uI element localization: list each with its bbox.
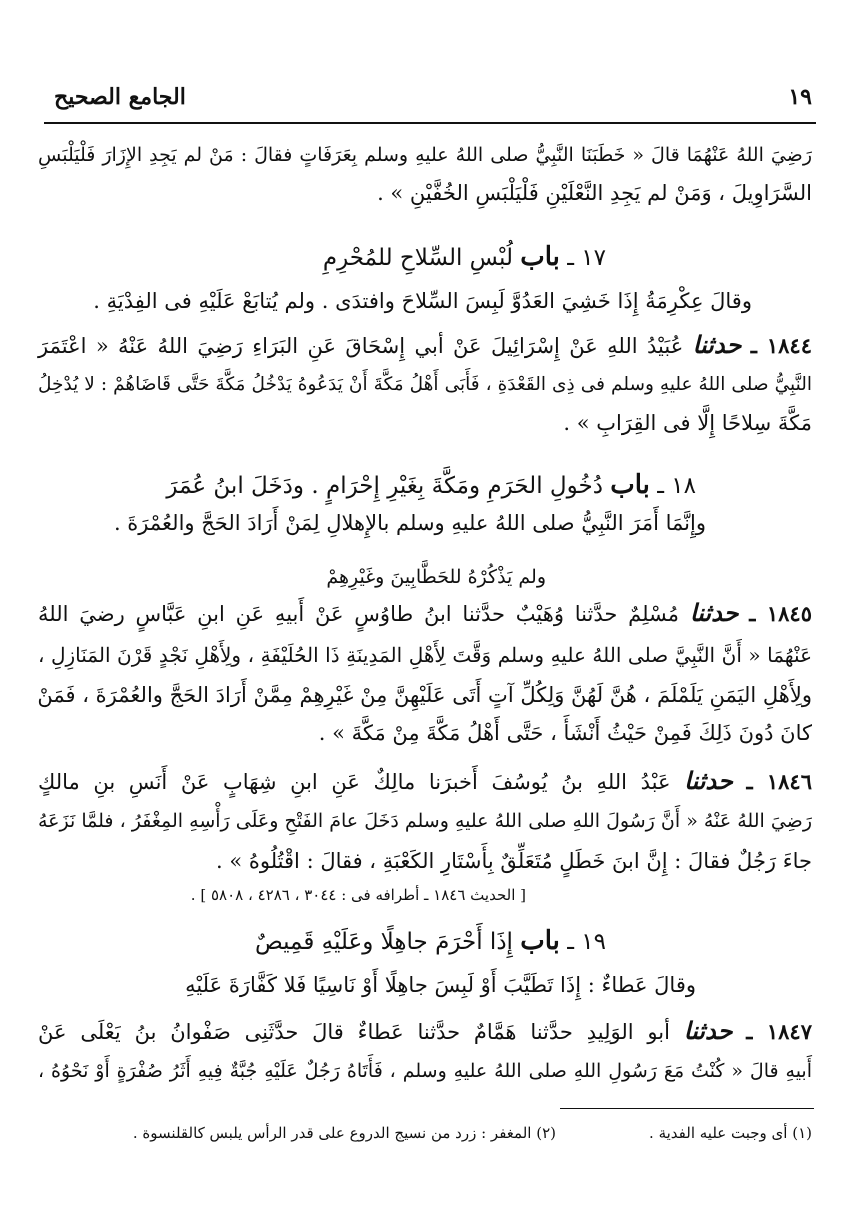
chapter-number: ١٧ ـ <box>567 245 606 271</box>
chapter-subtext: وقالَ عَطاءٌ : إِذَا تَطَيَّبَ أَوْ لَبِسَ جاهِلًا أَوْ نَاسِيًا فَلا كَفَّارَةَ عَلَيْهِ <box>185 973 696 997</box>
chapter-subtext: وإِنَّمَا أَمَرَ النَّبِيُّ صلى اللهُ عليهِ وسلم بالإِهلالِ لِمَنْ أَرَادَ الحَجَّ والعُمْرَةَ . <box>113 511 706 535</box>
hadith-text: مُسْلِمٌ حدَّثنا وُهَيْبٌ حدَّثنا ابنُ طاوُسٍ عَنْ أَبيهِ عَنِ ابنِ عَبَّاسٍ رضيَ اللهُ <box>38 602 680 626</box>
running-title: الجامع الصحيح <box>54 84 186 110</box>
haddathana-keyword: حدثنا <box>689 598 739 627</box>
hadith-text: أبو الوَلِيدِ حدَّثنا هَمَّامٌ حدَّثنا عَطاءٌ قالَ حدَّثَنِى صَفْوانُ بنُ يَعْلَى عَنْ <box>38 1020 670 1044</box>
text-line: ولِأَهْلِ اليَمَنِ يَلَمْلَمَ ، هُنَّ لَهُنَّ وَلِكُلِّ آتٍ أَتَى عَلَيْهِنَّ مِنْ غَيْرِهِمْ مِمَّنْ أَرَادَ الحَجَّ والعُمْرَةَ ، فَمَنْ <box>37 683 812 707</box>
hadith-number: ١٨٤٧ ـ <box>746 1019 812 1044</box>
hadith-number: ١٨٤٦ ـ <box>746 769 812 794</box>
hadith-cross-reference: [ الحديث ١٨٤٦ ـ أطرافه فى : ٣٠٤٤ ، ٤٢٨٦ ، ٥٨٠٨ ] . <box>190 886 526 904</box>
text-line: كانَ دُونَ ذَلِكَ فَمِنْ حَيْثُ أَنْشَأَ ، حَتَّى أَهْلُ مَكَّةَ مِنْ مَكَّةَ » . <box>318 721 812 745</box>
hadith-1847 <box>38 1016 812 1047</box>
chapter-title: دُخُولِ الحَرَمِ ومَكَّةَ بِغَيْرِ إِحْرَامٍ . ودَخَلَ ابنُ عُمَرَ <box>166 473 603 499</box>
chapter-keyword: باب <box>610 470 650 500</box>
hadith-text: عُبَيْدُ اللهِ عَنْ إِسْرَائِيلَ عَنْ أبي إِسْحَاقَ عَنِ البَرَاءِ رَضِيَ اللهُ عَنْهُ « اعْتَمَرَ <box>38 334 684 358</box>
chapter-subtext: ولم يَذْكُرْهُ للحَطَّابِينَ وغَيْرِهِمْ <box>326 566 546 588</box>
hadith-1844 <box>38 330 812 361</box>
hadith-number: ١٨٤٥ ـ <box>749 601 812 626</box>
footnote-1: (١) أى وجبت عليه الفدية . <box>649 1124 812 1142</box>
text-line: وقالَ عِكْرِمَةُ إِذَا خَشِيَ العَدُوَّ لَبِسَ السِّلاحَ وافتدَى . ولم يُتابَعْ عَلَيْهِ فى الفِدْيَةِ . <box>93 289 752 313</box>
text-line: جاءَ رَجُلٌ فقالَ : إِنَّ ابنَ خَطَلٍ مُتَعَلِّقٌ بِأَسْتَارِ الكَعْبَةِ ، فقالَ : اقْتُلُوهُ » . <box>216 849 812 873</box>
chapter-keyword: باب <box>520 242 560 272</box>
haddathana-keyword: حدثنا <box>684 766 733 795</box>
text-line: مَكَّةَ سِلاحًا إِلَّا فى القِرَابِ » . <box>563 411 812 435</box>
chapter-title: إِذَا أَحْرَمَ جاهِلًا وعَلَيْهِ قَمِيصٌ <box>254 929 513 955</box>
text-line: أَبيهِ قالَ « كُنْتُ مَعَ رَسُولِ اللهِ صلى اللهُ عليهِ وسلم ، فَأَتَاهُ رَجُلٌ عَلَيْهِ جُبَّةٌ فِيهِ أَثَرُ صُفْرَةٍ أَوْ نَحْوُهُ ، <box>38 1060 812 1082</box>
chapter-heading-17 <box>323 242 606 273</box>
text-line: رَضِيَ اللهُ عَنْهُمَا قالَ « خَطَبَنَا النَّبِيُّ صلى اللهُ عليهِ وسلم بِعَرَفَاتٍ فقالَ : مَنْ لم يَجِدِ الإِزَارَ فَلْيَلْبَسِ <box>38 144 812 166</box>
chapter-number: ١٨ ـ <box>657 473 696 499</box>
footnote-2: (٢) المغفر : زرد من نسيج الدروع على قدر الرأس يلبس كالقلنسوة . <box>132 1124 556 1142</box>
hadith-1846 <box>38 766 812 797</box>
chapter-heading-19 <box>255 926 606 957</box>
hadith-1845 <box>38 598 812 629</box>
chapter-keyword: باب <box>520 926 560 956</box>
text-line: النَّبِيُّ صلى اللهُ عليهِ وسلم فى ذِى القَعْدَةِ ، فَأَبَى أَهْلُ مَكَّةَ أَنْ يَدَعُوهُ يَدْخُلُ مَكَّةَ حَتَّى قَاضَاهُمْ : لا يُدْخِلُ <box>38 374 812 395</box>
chapter-number: ١٩ ـ <box>567 929 606 955</box>
page-header <box>46 78 812 118</box>
text-line: عَنْهُمَا « أَنَّ النَّبِيَّ صلى اللهُ عليهِ وسلم وَقَّتَ لِأَهْلِ المَدِينَةِ ذَا الحُلَيْفَةِ ، ولِأَهْلِ نَجْدٍ قَرْنَ المَنَازِلِ ، <box>38 643 812 667</box>
text-line: رَضِيَ اللهُ عَنْهُ « أَنَّ رَسُولَ اللهِ صلى اللهُ عليهِ وسلم دَخَلَ عامَ الفَتْحِ وعَلَى رَأْسِهِ المِغْفَرُ ، فلمَّا نَزَعَهُ <box>38 810 812 832</box>
footnote-rule <box>560 1108 814 1109</box>
hadith-text: عَبْدُ اللهِ بنُ يُوسُفَ أَخبرَنا مالِكٌ عَنِ ابنِ شِهَابٍ عَنْ أَنَسِ بنِ مالكٍ <box>38 770 671 794</box>
hadith-number: ١٨٤٤ ـ <box>750 333 812 358</box>
text-line: السَّرَاوِيلَ ، وَمَنْ لم يَجِدِ النَّعْلَيْنِ فَلْيَلْبَسِ الخُفَّيْنِ » . <box>377 181 812 205</box>
haddathana-keyword: حدثنا <box>683 1016 733 1045</box>
chapter-heading-18 <box>166 470 696 501</box>
haddathana-keyword: حدثنا <box>692 330 742 359</box>
chapter-title: لُبْسِ السِّلاحِ للمُحْرِمِ <box>322 245 513 271</box>
header-rule <box>44 122 816 124</box>
page-number: ١٩ <box>788 84 812 110</box>
